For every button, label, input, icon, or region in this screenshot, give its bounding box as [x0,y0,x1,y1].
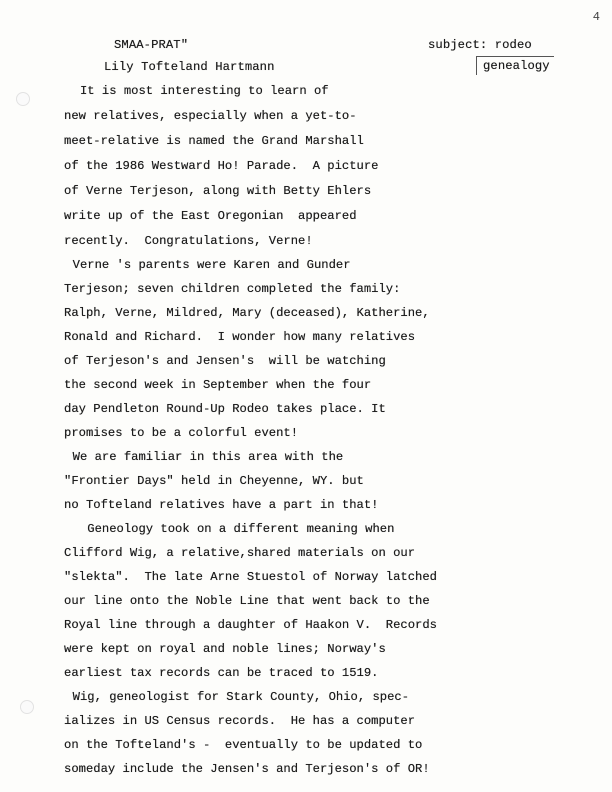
subject-tag: genealogy [476,56,554,75]
body-line: Clifford Wig, a relative,shared materials on our [64,546,416,560]
body-line: meet-relative is named the Grand Marshall [64,134,364,148]
body-line: of the 1986 Westward Ho! Parade. A picture [64,159,379,173]
subject-label: subject: rodeo [428,38,532,52]
header-title: SMAA-PRAT" [114,38,189,52]
body-line: Royal line through a daughter of Haakon V. Records [64,618,437,632]
body-line: were kept on royal and noble lines; Norway's [64,642,386,656]
body-line: "Frontier Days" held in Cheyenne, WY. but [64,474,364,488]
punch-hole [16,92,30,106]
body-line: of Verne Terjeson, along with Betty Ehlers [64,184,372,198]
body-line: earliest tax records can be traced to 1519. [64,666,379,680]
body-line: Terjeson; seven children completed the family: [64,282,401,296]
body-line: Wig, geneologist for Stark County, Ohio, spec- [58,690,410,704]
body-line: of Terjeson's and Jensen's will be watching [64,354,386,368]
body-line: It is most interesting to learn of [58,84,329,98]
body-line: write up of the East Oregonian appeared [64,209,357,223]
body-line: day Pendleton Round-Up Rodeo takes place. It [64,402,386,416]
body-line: our line onto the Noble Line that went back to the [64,594,430,608]
body-line: Ralph, Verne, Mildred, Mary (deceased), Katherine, [64,306,430,320]
body-line: recently. Congratulations, Verne! [64,234,313,248]
body-line: someday include the Jensen's and Terjeson's of OR! [64,762,430,776]
body-line: "slekta". The late Arne Stuestol of Norway latched [64,570,437,584]
body-line: Ronald and Richard. I wonder how many relatives [64,330,416,344]
body-line: We are familiar in this area with the [58,450,344,464]
body-line: new relatives, especially when a yet-to- [64,109,357,123]
body-line: promises to be a colorful event! [64,426,299,440]
body-line: no Tofteland relatives have a part in that! [64,498,379,512]
corner-mark: 4 [592,10,600,24]
body-line: Verne 's parents were Karen and Gunder [58,258,351,272]
body-line: on the Tofteland's - eventually to be updated to [64,738,423,752]
punch-hole [20,700,34,714]
body-line: Geneology took on a different meaning when [58,522,395,536]
header-author: Lily Tofteland Hartmann [104,60,275,74]
body-line: ializes in US Census records. He has a computer [64,714,416,728]
body-line: the second week in September when the four [64,378,372,392]
